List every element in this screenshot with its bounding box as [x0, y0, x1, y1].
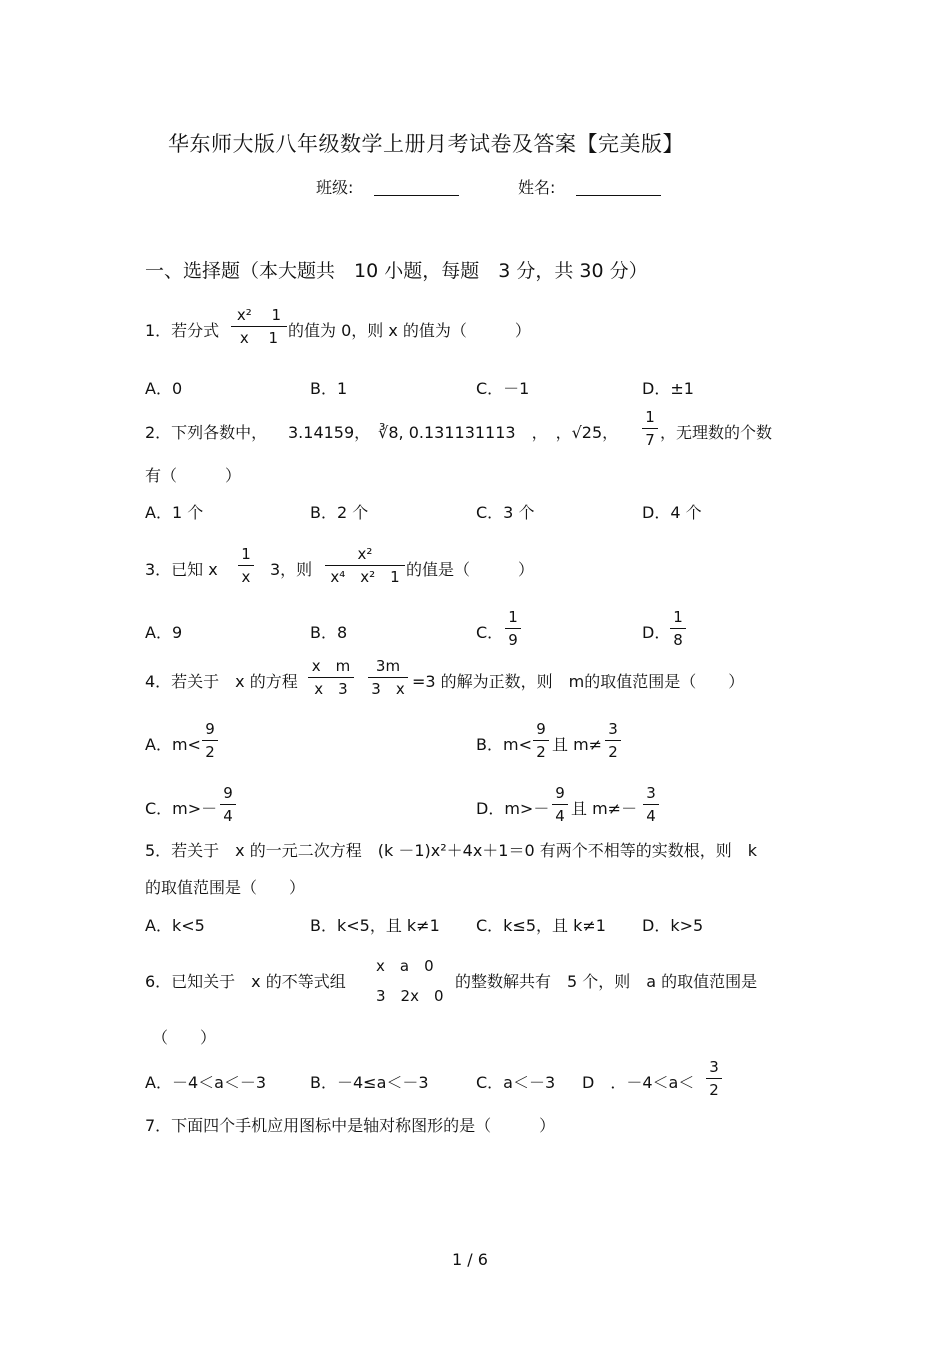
- q3-f2-num: x²: [357, 545, 373, 563]
- q6-option-c: C．a＜－3: [476, 1073, 556, 1092]
- q4-optb-num: 9: [536, 720, 546, 738]
- q2-frac-num: 1: [645, 408, 655, 426]
- q3-option-d: D．: [642, 623, 671, 642]
- q4-option-a: A．m<: [145, 735, 201, 754]
- q4-option-c-fraction: [220, 784, 236, 825]
- q1-option-a: A．0: [145, 379, 183, 398]
- q4-option-a-fraction: [202, 720, 218, 761]
- page-title: 华东师大版八年级数学上册月考试卷及答案【完美版】: [168, 132, 684, 156]
- q2-line2: 有（ ）: [145, 466, 242, 485]
- q3-option-b: B．8: [310, 623, 348, 642]
- q5-option-b: B．k<5，且 k≠1: [310, 916, 440, 935]
- q1-option-c: C．－1: [476, 379, 530, 398]
- q4-fraction-1: [308, 657, 354, 698]
- q2-items: 3.14159， ∛8, 0.131131113 ， ，√25，: [288, 423, 619, 442]
- q3-fraction-2: [325, 545, 405, 586]
- q2-option-c: C．3 个: [476, 503, 535, 522]
- q3-mid: 3，则: [270, 560, 313, 579]
- q4-option-b-fraction-1: [533, 720, 549, 761]
- q6-system-line2: 3 2x 0: [376, 987, 444, 1005]
- q4-option-b-mid: 且 m≠: [552, 735, 603, 754]
- q2-prefix: 2．下列各数中，: [145, 423, 268, 442]
- q3-optc-num: 1: [508, 608, 518, 626]
- q4-option-d: D．m>－: [476, 799, 550, 818]
- q1-prefix: 1．若分式: [145, 321, 220, 340]
- class-blank[interactable]: [374, 195, 459, 196]
- q7-text: 7．下面四个手机应用图标中是轴对称图形的是（ ）: [145, 1116, 556, 1135]
- q4-optb-den: 2: [536, 743, 546, 761]
- page-number: 1 / 6: [452, 1250, 488, 1269]
- q6-line2: （ ）: [152, 1028, 217, 1047]
- q3-option-c-fraction: [505, 608, 521, 649]
- q5-option-d: D．k>5: [642, 916, 704, 935]
- q3-fraction-1: [238, 545, 254, 586]
- q1-num: x² 1: [236, 306, 282, 324]
- q4-optd-den2: 4: [646, 807, 656, 825]
- q2-option-d: D．4 个: [642, 503, 702, 522]
- q4-f2-num: 3m: [375, 657, 401, 675]
- q4-suffix: =3 的解为正数，则 m的取值范围是（ ）: [412, 672, 745, 691]
- q4-option-b-fraction-2: [605, 720, 621, 761]
- q4-optb-num2: 3: [608, 720, 618, 738]
- q2-fraction: [642, 408, 658, 449]
- q4-optc-num: 9: [223, 784, 233, 802]
- q1-den: x 1: [239, 329, 279, 347]
- q4-opta-num: 9: [205, 720, 215, 738]
- q1-option-d: D．±1: [642, 379, 694, 398]
- q6-optd-den: 2: [709, 1081, 719, 1099]
- q6-option-b: B．－4≤a＜－3: [310, 1073, 429, 1092]
- q4-f1-num: x m: [311, 657, 351, 675]
- q6-prefix: 6．已知关于 x 的不等式组: [145, 972, 346, 991]
- q3-f2-den: x⁴ x² 1: [330, 568, 400, 586]
- q5-line1: 5．若关于 x 的一元二次方程 (k －1)x²＋4x＋1＝0 有两个不相等的实数根，则 k: [145, 841, 757, 860]
- q5-option-a: A．k<5: [145, 916, 205, 935]
- q4-option-b: B．m<: [476, 735, 532, 754]
- section-heading: 一、选择题（本大题共 10 小题，每题 3 分，共 30 分）: [145, 260, 648, 282]
- q3-f1-num: 1: [241, 545, 251, 563]
- q6-option-a: A．－4＜a＜－3: [145, 1073, 267, 1092]
- q5-option-c: C．k≤5，且 k≠1: [476, 916, 606, 935]
- q4-optd-num2: 3: [646, 784, 656, 802]
- q6-option-d: D ．－4＜a＜: [582, 1073, 695, 1092]
- q6-option-d-fraction: [706, 1058, 722, 1099]
- q4-f2-den: 3 x: [371, 680, 405, 698]
- q3-optc-den: 9: [508, 631, 518, 649]
- q3-f1-den: x: [241, 568, 251, 586]
- q4-option-c: C．m>－: [145, 799, 218, 818]
- q4-f1-den: x 3: [314, 680, 348, 698]
- name-label: 姓名:: [518, 178, 556, 197]
- q4-opta-den: 2: [205, 743, 215, 761]
- q2-frac-den: 7: [645, 431, 655, 449]
- q3-option-d-fraction: [670, 608, 686, 649]
- q4-optd-den: 4: [555, 807, 565, 825]
- name-blank[interactable]: [576, 195, 661, 196]
- q6-system-line1: x a 0: [376, 957, 434, 975]
- q3-prefix: 3．已知 x: [145, 560, 218, 579]
- q4-optb-den2: 2: [608, 743, 618, 761]
- q3-option-a: A．9: [145, 623, 183, 642]
- q3-option-c: C．: [476, 623, 504, 642]
- q1-option-b: B．1: [310, 379, 348, 398]
- q4-option-d-fraction-1: [552, 784, 568, 825]
- q3-optd-num: 1: [673, 608, 683, 626]
- q2-option-a: A．1 个: [145, 503, 204, 522]
- q4-fraction-2: [368, 657, 408, 698]
- q1-fraction: [231, 306, 287, 347]
- q4-prefix: 4．若关于 x 的方程: [145, 672, 298, 691]
- q6-optd-num: 3: [709, 1058, 719, 1076]
- q4-option-d-mid: 且 m≠－: [571, 799, 638, 818]
- q3-optd-den: 8: [673, 631, 683, 649]
- q5-line2: 的取值范围是（ ）: [145, 878, 306, 897]
- class-label: 班级:: [316, 178, 354, 197]
- q6-suffix: 的整数解共有 5 个，则 a 的取值范围是: [455, 972, 758, 991]
- q4-optc-den: 4: [223, 807, 233, 825]
- q1-suffix: 的值为 0，则 x 的值为（ ）: [288, 321, 531, 340]
- q2-suffix: ，无理数的个数: [660, 423, 773, 442]
- q2-option-b: B．2 个: [310, 503, 369, 522]
- q4-option-d-fraction-2: [643, 784, 659, 825]
- q3-suffix: 的值是（ ）: [406, 560, 535, 579]
- q4-optd-num: 9: [555, 784, 565, 802]
